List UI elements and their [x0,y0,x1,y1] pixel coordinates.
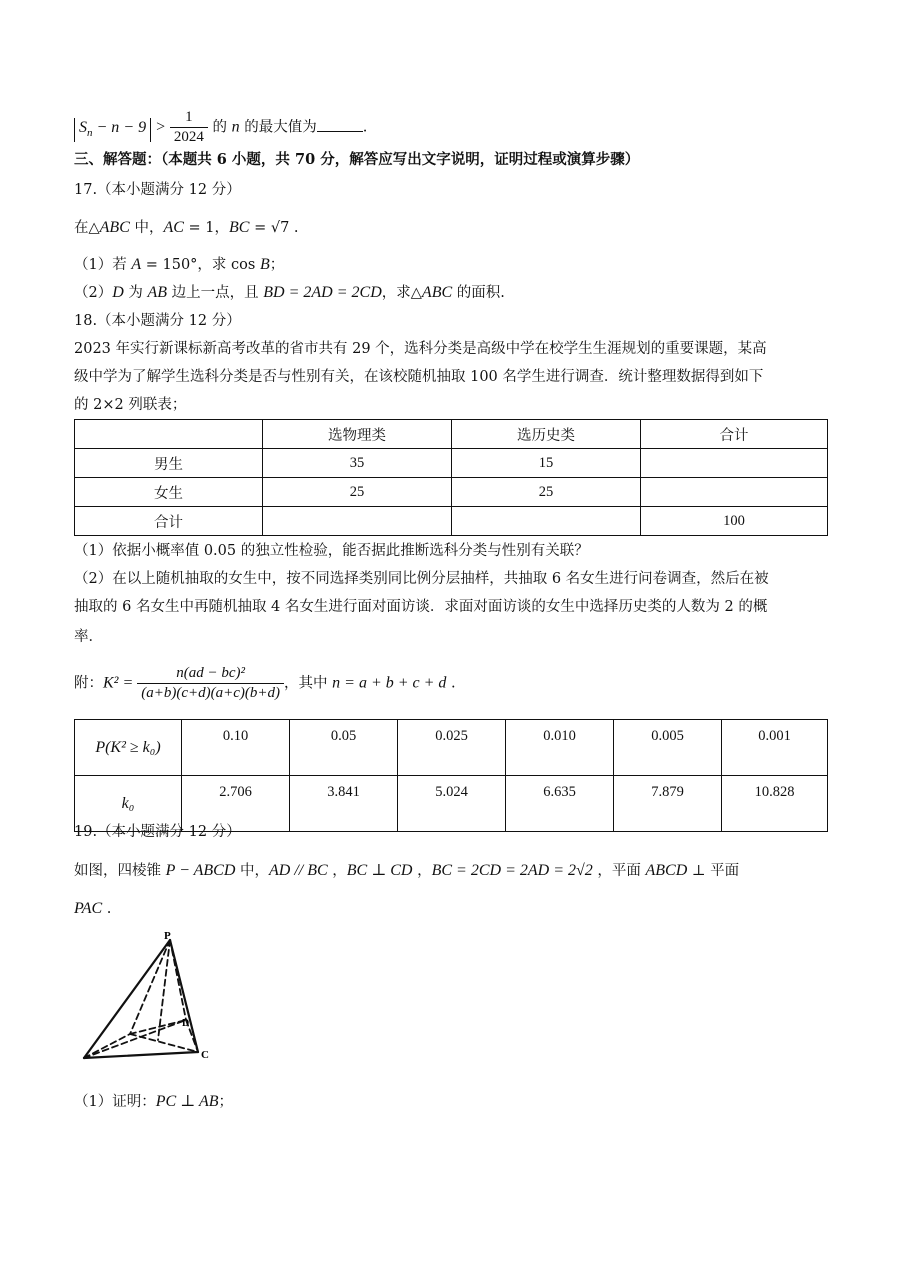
table-row [75,507,828,536]
table-cell: 0.005 [614,720,722,776]
table-row [75,720,828,776]
table-cell: 35 [263,449,452,478]
critical-value-table [74,719,828,832]
table-cell [263,507,452,536]
table-cell: 2.706 [182,776,290,832]
vertex-label-c: C [201,1049,209,1061]
table-cell [641,478,828,507]
q18-para-line2: 级中学为了解学生选科分类是否与性别有关，在该校随机抽取 100 名学生进行调查．统计整理数据得到如下 [74,369,764,385]
table-cell: 25 [452,478,641,507]
table-cell: 15 [452,449,641,478]
table-cell: 3.841 [290,776,398,832]
q18-part2-line3: 率． [74,629,103,645]
contingency-table [74,419,828,536]
q19-part1: （1）证明：PC ⊥ AB； [74,1093,233,1110]
table-cell: 0.001 [722,720,828,776]
q18-para-line1: 2023 年实行新课标新高考改革的省市共有 29 个，选科分类是高级中学在校学生生涯规划的重要课题，某高 [74,341,767,357]
pyramid-figure [78,930,228,1065]
q17-part1: （1）若 A = 150°，求 cos B； [74,256,285,273]
table-cell: 0.05 [290,720,398,776]
q16-tail: $S_n - n - 9$ > $\frac{1}{2024}$ 的 n 的最大值为 . [74,108,367,147]
table-cell: 5.024 [398,776,506,832]
table-cell [75,420,263,449]
section-heading: 三、解答题：（本题共 6 小题，共 70 分，解答应写出文字说明，证明过程或演算步骤） [74,151,640,168]
table-cell: 10.828 [722,776,828,832]
table-row [75,420,828,449]
table-row [75,478,828,507]
table-cell: 合计 [75,507,263,536]
q19-stem-line1: 如图，四棱锥 P − ABCD 中，AD // BC ，BC ⊥ CD ，BC = 2CD = 2AD = 2√2 ，平面 ABCD ⊥ 平面 [74,862,740,879]
table-cell: 0.025 [398,720,506,776]
q18-header: 18.（本小题满分 12 分） [74,313,241,329]
chi-square-formula: 附：K² = $\frac{\text{n(ad − bc)²}}{(a+b)(c+d)(a+c)(b+d)}$ ，其中 n = a + b + c + d . [74,665,456,701]
table-cell: 选历史类 [452,420,641,449]
table-cell: 25 [263,478,452,507]
table-cell: 女生 [75,478,263,507]
table-cell: 7.879 [614,776,722,832]
q18-part2-line1: （2）在以上随机抽取的女生中，按不同选择类别同比例分层抽样，共抽取 6 名女生进行问卷调查，然后在被 [74,571,769,587]
table-cell: 6.635 [506,776,614,832]
q19-stem-line2: PAC . [74,900,112,917]
q17-header: 17.（本小题满分 12 分） [74,182,241,198]
table-cell [641,449,828,478]
abs-expression: $S_n - n - 9$ [74,118,151,143]
table-cell [452,507,641,536]
table-cell: 0.10 [182,720,290,776]
table-cell: k₀ [75,776,182,832]
table-cell: 选物理类 [263,420,452,449]
q18-para-line3: 的 2×2 列联表； [74,397,187,413]
q19-header: 19.（本小题满分 12 分） [74,824,241,840]
table-cell: 合计 [641,420,828,449]
q18-part1: （1）依据小概率值 0.05 的独立性检验，能否据此推断选科分类与性别有关联？ [74,543,589,559]
table-cell: P(K² ≥ k₀) [75,720,182,776]
table-cell: 100 [641,507,828,536]
q17-stem: 在△ABC 中，AC = 1，BC = √7 . [74,219,299,236]
answer-blank [317,117,363,132]
table-row [75,449,828,478]
table-cell: 男生 [75,449,263,478]
vertex-label-p: P [164,930,171,942]
formula-fraction: $\frac{\text{n(ad − bc)²}}{(a+b)(c+d)(a+c)(b+d)}$ [137,664,284,703]
vertex-label-d: D [182,1018,190,1029]
q17-part2: （2）D 为 AB 边上一点，且 BD = 2AD = 2CD，求△ABC 的面积. [74,284,505,301]
fraction: $\frac{1}{2024}$ [170,108,208,147]
table-cell: 0.010 [506,720,614,776]
q18-part2-line2: 抽取的 6 名女生中再随机抽取 4 名女生进行面对面访谈．求面对面访谈的女生中选择历史类的人数为 2 的概 [74,599,768,615]
